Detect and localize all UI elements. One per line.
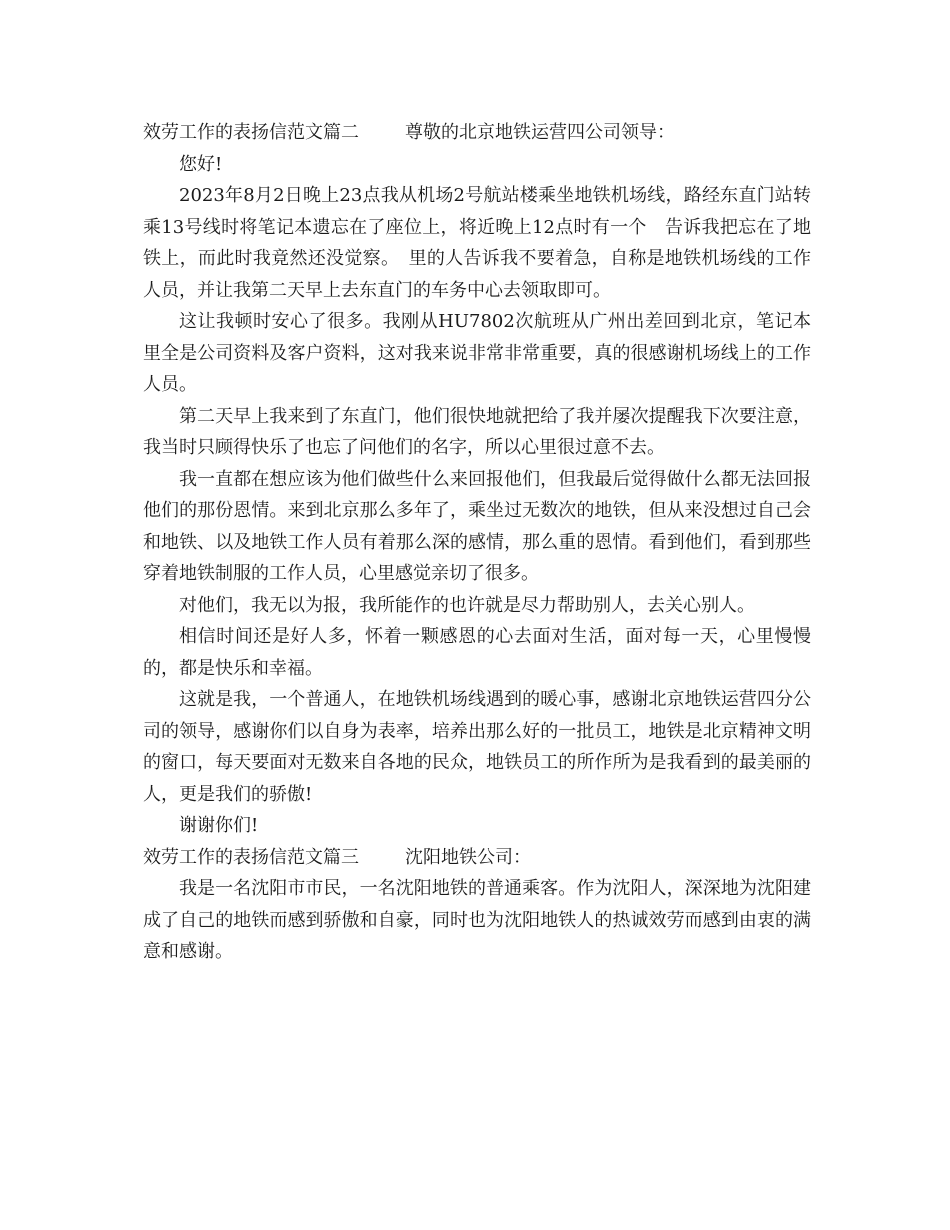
letter-body bbox=[143, 117, 811, 968]
section2-paragraph-4: 我一直都在想应该为他们做些什么来回报他们，但我最后觉得做什么都无法回报他们的那份恩情。来到北京那么多年了，乘坐过无数次的地铁，但从来没想过自己会和地铁、以及地铁工作人员有着那么深的感情，那么重的恩情。看到他们，看到那些穿着地铁制服的工作人员，心里感觉亲切了很多。 bbox=[143, 468, 811, 584]
section2-paragraph-2: 这让我顿时安心了很多。我刚从HU7802次航班从广州出差回到北京，笔记本里全是公司资料及客户资料，这对我来说非常非常重要，真的很感谢机场线上的工作人员。 bbox=[143, 311, 811, 395]
section2-paragraph-7: 这就是我，一个普通人，在地铁机场线遇到的暖心事，感谢北京地铁运营四分公司的领导，感谢你们以自身为表率，培养出那么好的一批员工，地铁是北京精神文明的窗口，每天要面对无数来自各地的民众，地铁员工的所作所为是我看到的最美丽的人，更是我们的骄傲! bbox=[143, 689, 811, 805]
section2-title-line bbox=[143, 117, 811, 149]
section2-heading: 效劳工作的表扬信范文篇二 bbox=[143, 122, 359, 143]
section3-heading: 效劳工作的表扬信范文篇三 bbox=[143, 846, 359, 868]
section2-greeting: 您好! bbox=[179, 153, 223, 175]
section3-paragraph-1: 我是一名沈阳市市民，一名沈阳地铁的普通乘客。作为沈阳人，深深地为沈阳建成了自己的地铁而感到骄傲和自豪，同时也为沈阳地铁人的热诚效劳而感到由衷的满意和感谢。 bbox=[143, 878, 811, 962]
section2-paragraph-5: 对他们，我无以为报，我所能作的也许就是尽力帮助别人，去关心别人。 bbox=[179, 594, 755, 616]
section2-recipient: 尊敬的北京地铁运营四公司领导： bbox=[405, 122, 675, 143]
section3-recipient: 沈阳地铁公司： bbox=[405, 846, 531, 868]
section2-paragraph-1: 2023年8月2日晚上23点我从机场2号航站楼乘坐地铁机场线，路经东直门站转乘13号线时将笔记本遗忘在了座位上，将近晚上12点时有一个 告诉我把忘在了地铁上，而此时我竟然还没觉察。 里的人告诉我不要着急，自称是地铁机场线的工作人员，并让我第二天早上去东直门的车务中心去领取即可。 bbox=[143, 185, 811, 301]
section2-paragraph-3: 第二天早上我来到了东直门，他们很快地就把给了我并屡次提醒我下次要注意，我当时只顾得快乐了也忘了问他们的名字，所以心里很过意不去。 bbox=[143, 405, 811, 458]
section3-title-line bbox=[143, 842, 811, 874]
section2-paragraph-6: 相信时间还是好人多，怀着一颗感恩的心去面对生活，面对每一天，心里慢慢的，都是快乐和幸福。 bbox=[143, 626, 811, 679]
section2-closing: 谢谢你们! bbox=[179, 815, 259, 836]
